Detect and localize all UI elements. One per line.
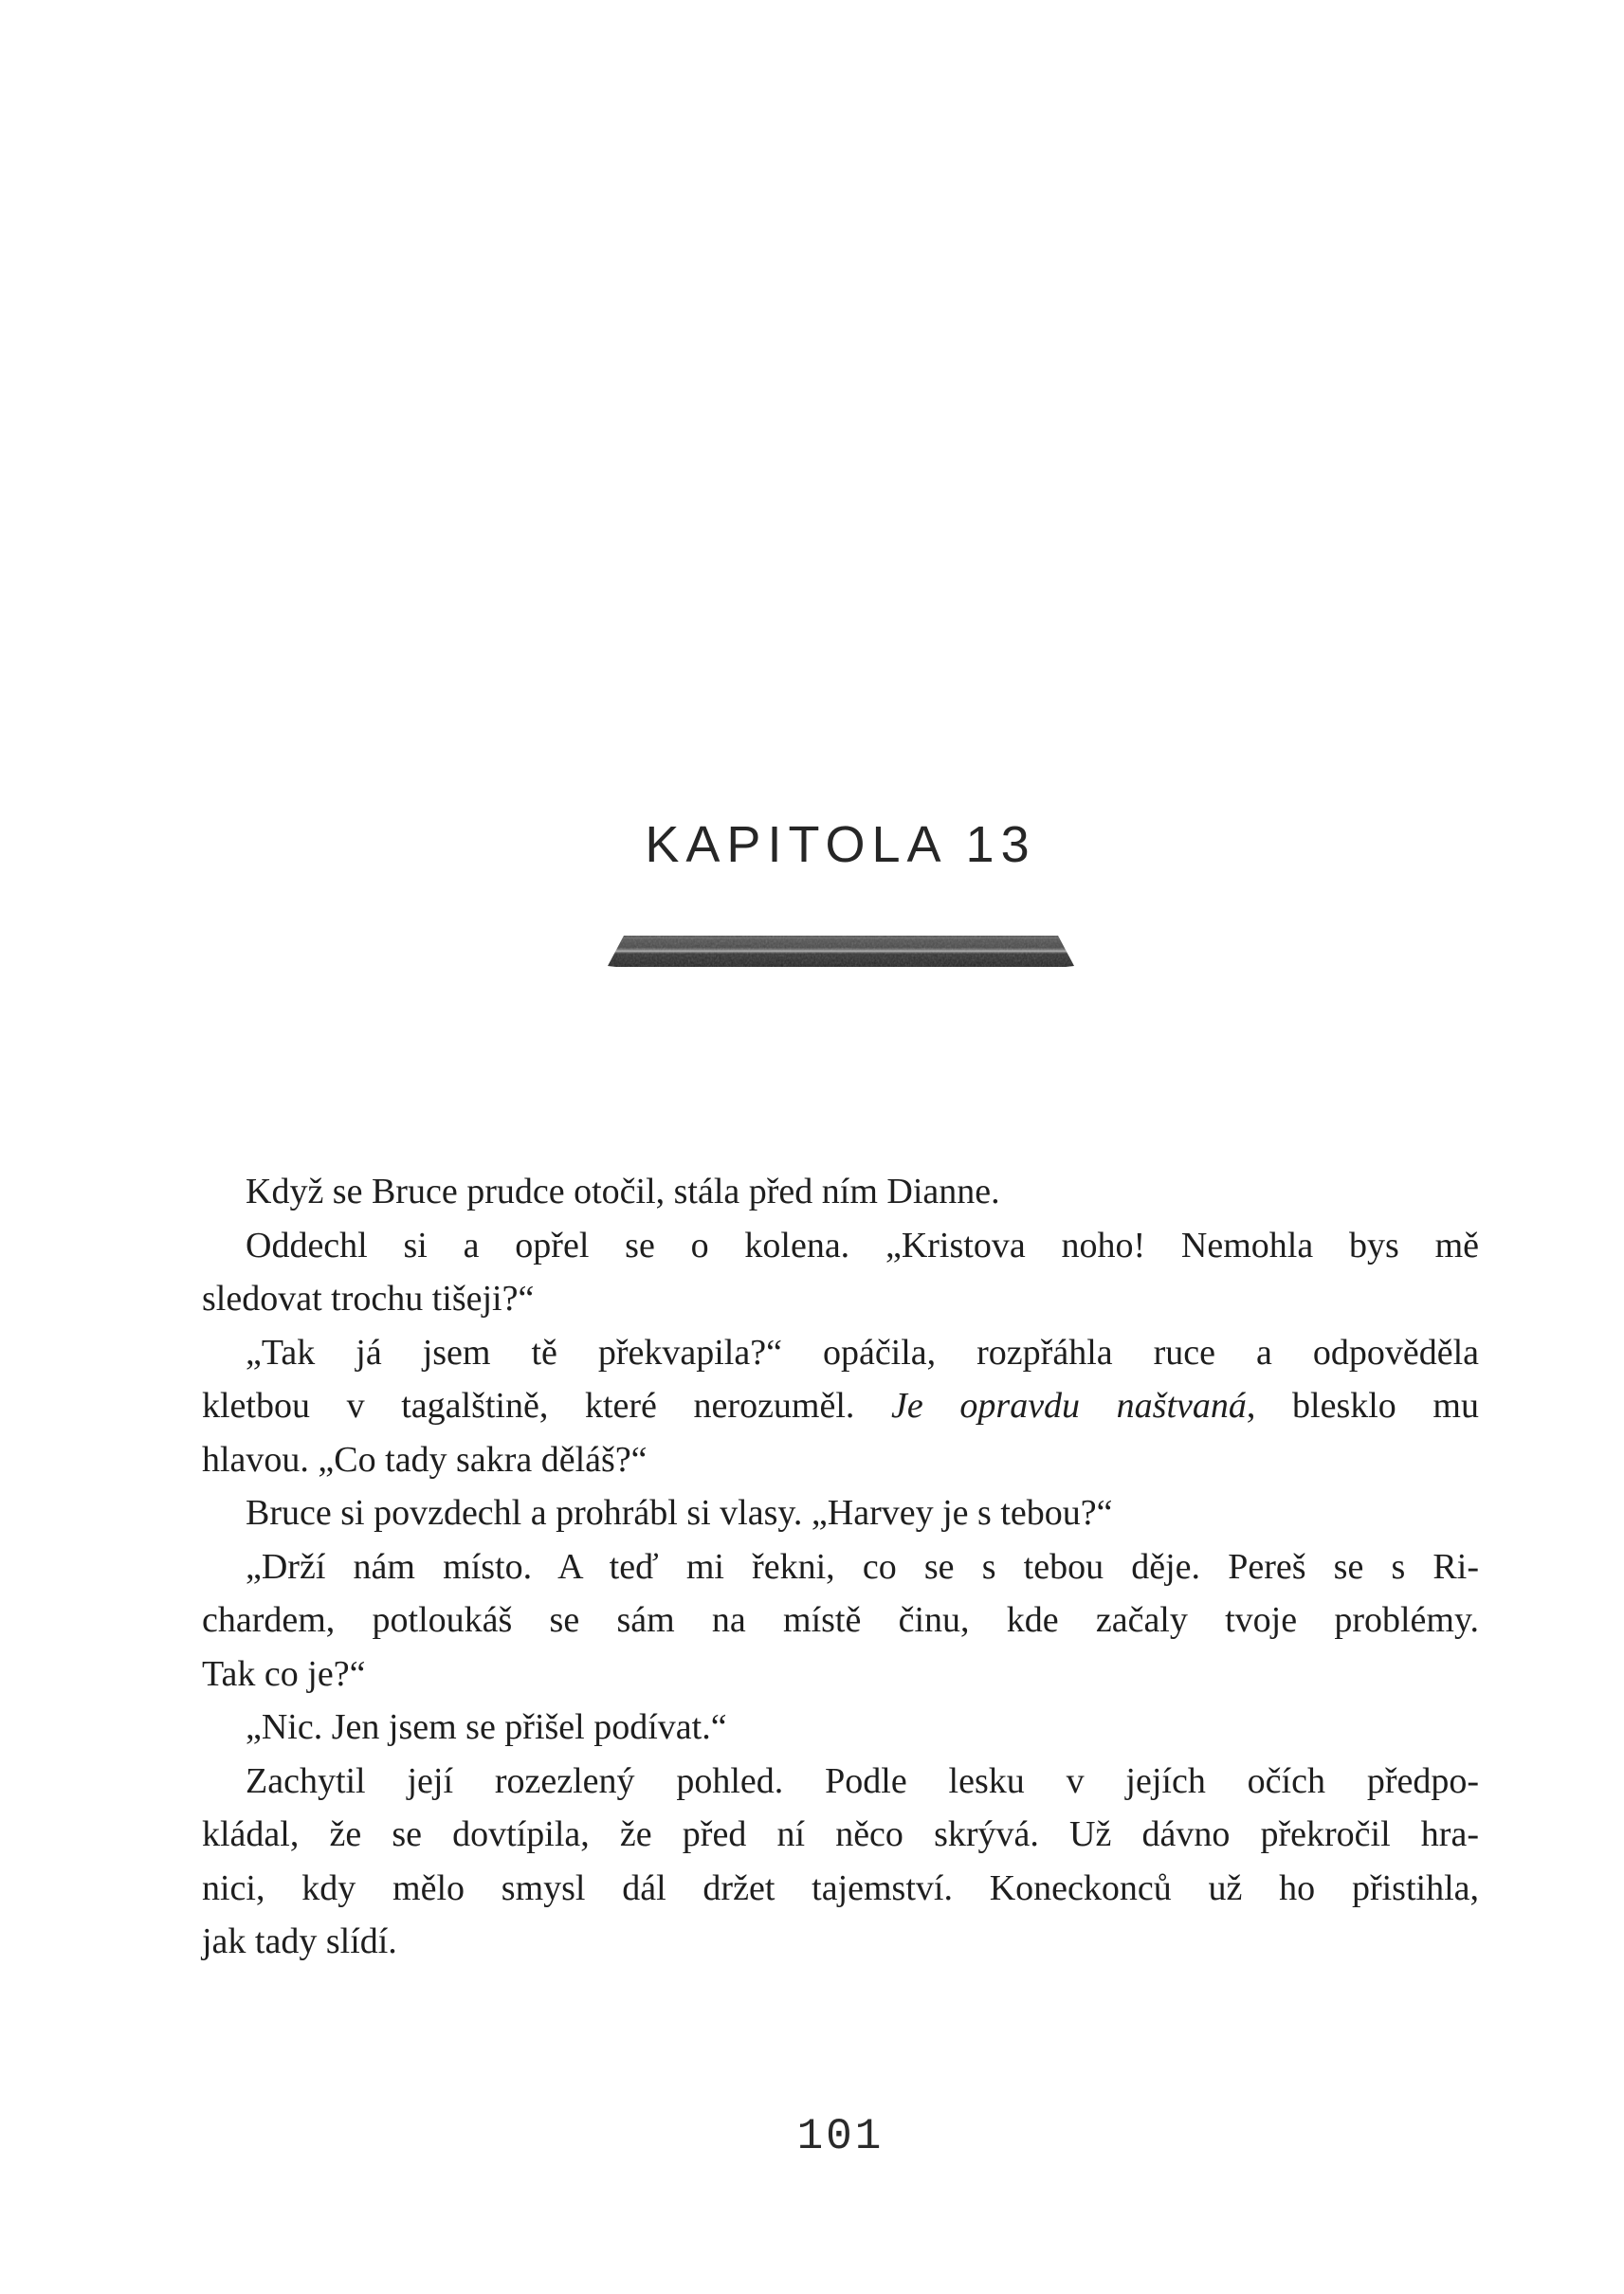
paragraph xyxy=(202,1755,1479,1969)
text-line: „Nic. Jen jsem se přišel podívat.“ xyxy=(246,1707,727,1747)
text-line: Tak co je?“ xyxy=(202,1653,366,1694)
chapter-divider-ornament xyxy=(608,936,1074,967)
text-line: kletbou v tagalštině, které nerozuměl. Je opravdu naštvaná, blesklo mu xyxy=(202,1386,1479,1426)
paragraph xyxy=(202,1486,1479,1540)
paragraph xyxy=(202,1165,1479,1219)
paragraph xyxy=(202,1326,1479,1487)
chapter-title: KAPITOLA 13 xyxy=(645,816,1036,873)
text-line: chardem, potloukáš se sám na místě činu, kde začaly tvoje problémy. xyxy=(202,1600,1479,1640)
paragraph xyxy=(202,1219,1479,1326)
text-line: Bruce si povzdechl a prohrábl si vlasy. „Harvey je s tebou?“ xyxy=(246,1493,1113,1533)
text-line: nici, kdy mělo smysl dál držet tajemství. Koneckonců už ho přistihla, xyxy=(202,1867,1479,1908)
text-line: hlavou. „Co tady sakra děláš?“ xyxy=(202,1439,648,1480)
page-number: 101 xyxy=(796,2112,885,2161)
body-text xyxy=(202,1165,1479,1969)
paragraph xyxy=(202,1540,1479,1702)
text-line: „Tak já jsem tě překvapila?“ opáčila, rozpřáhla ruce a odpověděla xyxy=(246,1332,1479,1373)
text-line: „Drží nám místo. A teď mi řekni, co se s tebou děje. Pereš se s Ri- xyxy=(246,1546,1479,1587)
paragraph xyxy=(202,1701,1479,1755)
text-line: Zachytil její rozezlený pohled. Podle lesku v jejích očích předpo- xyxy=(246,1760,1479,1801)
text-line: Oddechl si a opřel se o kolena. „Kristova noho! Nemohla bys mě xyxy=(246,1225,1479,1265)
text-line: Když se Bruce prudce otočil, stála před ním Dianne. xyxy=(246,1172,1000,1211)
text-line: sledovat trochu tišeji?“ xyxy=(202,1279,535,1319)
text-line: jak tady slídí. xyxy=(202,1921,397,1961)
text-line: kládal, že se dovtípila, že před ní něco skrývá. Už dávno překročil hra- xyxy=(202,1814,1479,1854)
